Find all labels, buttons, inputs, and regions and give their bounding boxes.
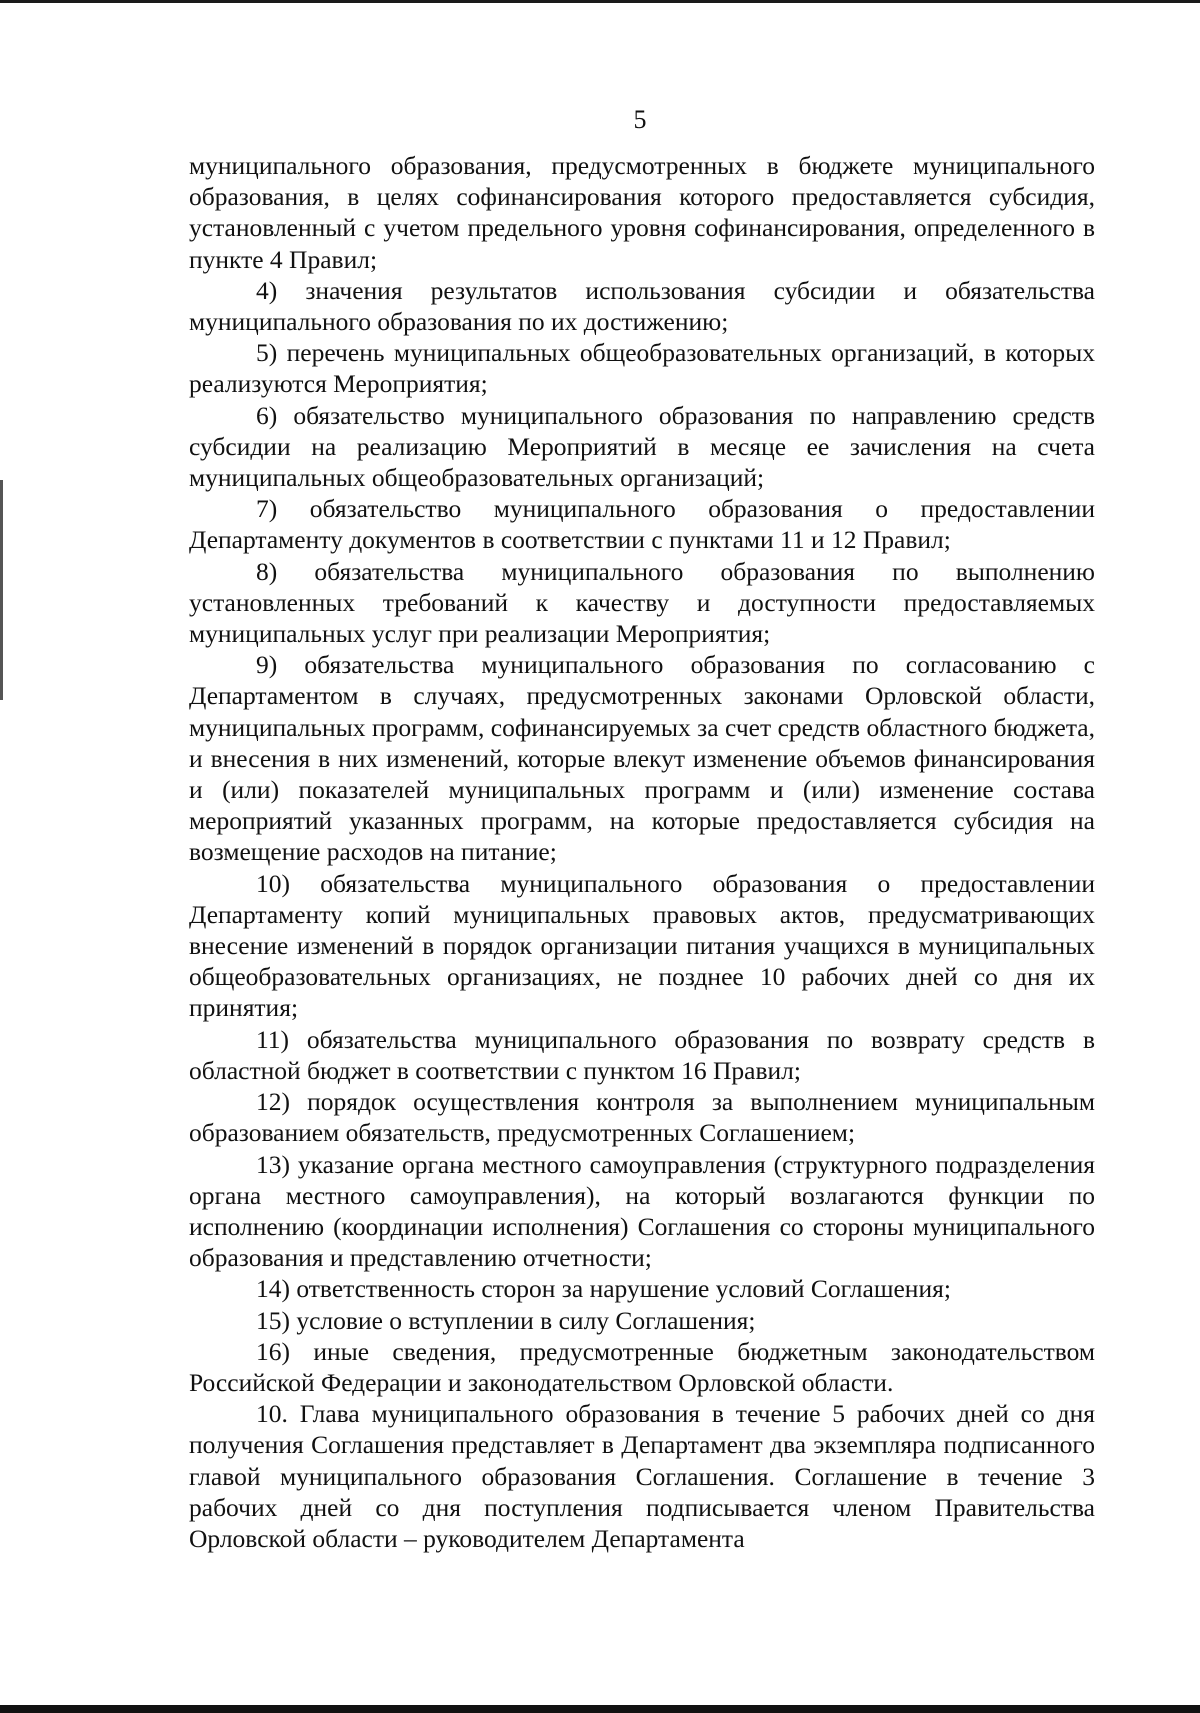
paragraph-item-12: 12) порядок осуществления контроля за выполнением муниципальным образованием обязательств, предусмотренных Соглашением;	[189, 1087, 1095, 1148]
paragraph-item-10: 10) обязательства муниципального образования о предоставлении Департаменту копий муниципальных правовых актов, предусматривающих внесение изменений в порядок организации питания учащихся в муниципальных общеобразовательных организациях, не позднее 10 рабочих дней со дня их принятия;	[189, 868, 1095, 1023]
paragraph-item-14: 14) ответственность сторон за нарушение условий Соглашения;	[256, 1274, 951, 1304]
page-number: 5	[633, 105, 647, 134]
scan-left-edge	[0, 480, 3, 700]
scan-top-edge	[0, 0, 1200, 3]
paragraph-item-15: 15) условие о вступлении в силу Соглашения;	[256, 1305, 756, 1335]
paragraph-item-9: 9) обязательства муниципального образования по согласованию с Департаментом в случаях, предусмотренных законами Орловской области, муниципальных программ, софинансируемых за счет средств областного бюджета, и внесения в них изменений, которые влекут изменение объемов финансирования и (или) показателей муниципальных программ и (или) изменение состава мероприятий указанных программ, на которые предоставляется субсидия на возмещение расходов на питание;	[189, 650, 1095, 867]
paragraph-continuation: муниципального образования, предусмотренных в бюджете муниципального образования, в целях софинансирования которого предоставляется субсидия, установленный с учетом предельного уровня софинансирования, определенного в пункте 4 Правил;	[189, 151, 1095, 274]
paragraph-item-6: 6) обязательство муниципального образования по направлению средств субсидии на реализацию Мероприятий в месяце ее зачисления на счета муниципальных общеобразовательных организаций;	[189, 400, 1095, 493]
paragraph-item-5: 5) перечень муниципальных общеобразовательных организаций, в которых реализуются Мероприятия;	[189, 338, 1095, 399]
paragraph-item-8: 8) обязательства муниципального образования по выполнению установленных требований к качеству и доступности предоставляемых муниципальных услуг при реализации Мероприятия;	[189, 556, 1095, 649]
paragraph-item-11: 11) обязательства муниципального образования по возврату средств в областной бюджет в соответствии с пунктом 16 Правил;	[189, 1024, 1095, 1085]
scan-bottom-edge	[0, 1705, 1200, 1713]
document-body	[189, 150, 1095, 1554]
paragraph-item-13: 13) указание органа местного самоуправления (структурного подразделения органа местного самоуправления), на который возлагаются функции по исполнению (координации исполнения) Соглашения со стороны муниципального образования и представлению отчетности;	[189, 1149, 1095, 1273]
paragraph-item-7: 7) обязательство муниципального образования о предоставлении Департаменту документов в соответствии с пунктами 11 и 12 Правил;	[189, 494, 1095, 555]
paragraph-item-16: 16) иные сведения, предусмотренные бюджетным законодательством Российской Федерации и законодательством Орловской области.	[189, 1336, 1095, 1397]
paragraph-clause-10: 10. Глава муниципального образования в течение 5 рабочих дней со дня получения Соглашения представляет в Департамент два экземпляра подписанного главой муниципального образования Соглашения. Соглашение в течение 3 рабочих дней со дня поступления подписывается членом Правительства Орловской области – руководителем Департамента	[189, 1399, 1095, 1553]
paragraph-item-4: 4) значения результатов использования субсидии и обязательства муниципального образования по их достижению;	[189, 275, 1095, 337]
